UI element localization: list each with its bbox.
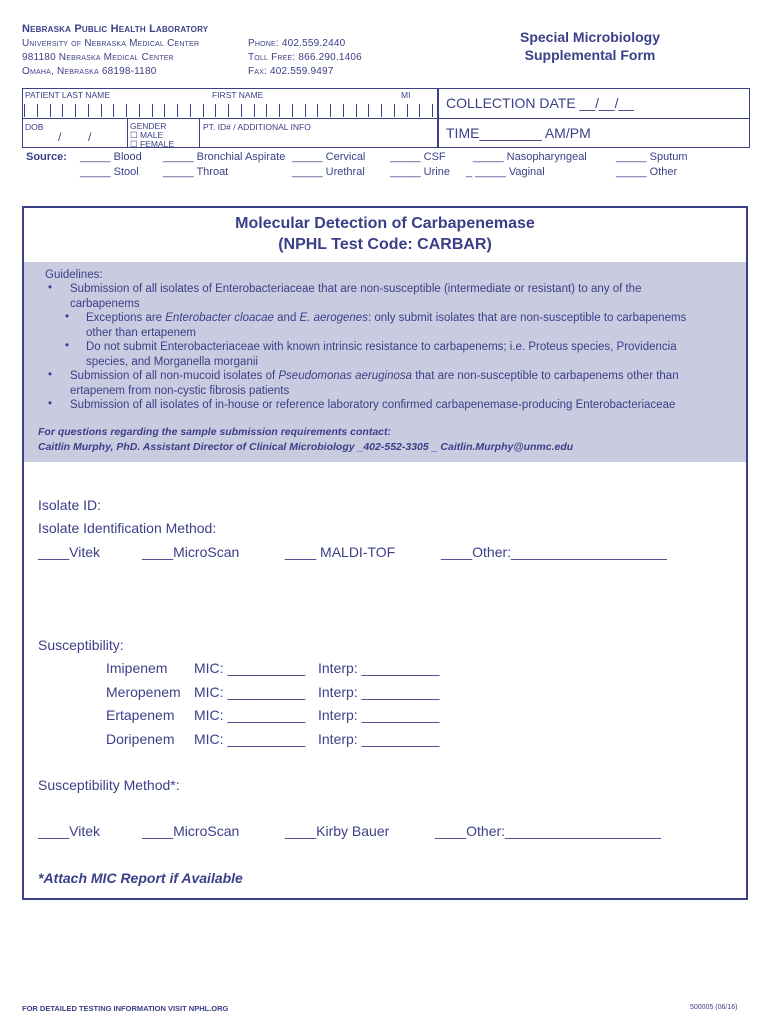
- interp-field[interactable]: Interp: __________: [318, 707, 440, 723]
- gender-divider: [199, 118, 200, 148]
- id-method-other[interactable]: ____Other:____________________: [441, 544, 667, 560]
- name-entry-tick: [113, 104, 114, 117]
- attach-mic-note: *Attach MIC Report if Available: [38, 870, 243, 886]
- bullet-icon: •: [65, 340, 70, 352]
- first-name-label: FIRST NAME: [212, 90, 264, 100]
- lab-address-line: University of Nebraska Medical Center: [22, 38, 200, 49]
- guideline-3-line-2: species, and Morganella morganii: [86, 355, 258, 368]
- name-entry-tick: [75, 104, 76, 117]
- source-other[interactable]: _____ Other: [616, 166, 678, 178]
- bullet-icon: •: [48, 282, 53, 294]
- gender-field[interactable]: [130, 122, 174, 149]
- source-sputum[interactable]: _____ Sputum: [616, 151, 688, 163]
- name-entry-tick: [317, 104, 318, 117]
- isolate-method-label: Isolate Identification Method:: [38, 520, 217, 536]
- name-entry-tick: [203, 104, 204, 117]
- source-urine[interactable]: _____ Urine: [390, 166, 450, 178]
- drug-name: Meropenem: [106, 684, 181, 700]
- susceptibility-method-label: Susceptibility Method*:: [38, 777, 180, 793]
- name-entry-tick: [164, 104, 165, 117]
- collection-divider: [438, 118, 750, 119]
- name-entry-tick: [343, 104, 344, 117]
- drug-name: Imipenem: [106, 660, 168, 676]
- name-entry-tick: [394, 104, 395, 117]
- drug-name: Ertapenem: [106, 707, 175, 723]
- species-name: E. aerogenes: [299, 312, 368, 324]
- ptid-label: PT. ID# / ADDITIONAL INFO: [203, 122, 311, 132]
- name-entry-tick: [279, 104, 280, 117]
- dob-divider: [127, 118, 128, 148]
- bullet-icon: •: [48, 398, 53, 410]
- source-urethral[interactable]: _____ Urethral: [292, 166, 365, 178]
- guideline-1: [70, 282, 740, 311]
- source-nasopharyngeal[interactable]: _____ Nasopharyngeal: [473, 151, 587, 163]
- name-entry-tick: [241, 104, 242, 117]
- susceptibility-label: Susceptibility:: [38, 637, 124, 653]
- mic-field[interactable]: MIC: __________: [194, 660, 306, 676]
- name-entry-tick: [50, 104, 51, 117]
- source-throat[interactable]: _____ Throat: [163, 166, 229, 178]
- guideline-1-line-2: carbapenems: [70, 297, 140, 310]
- contact-details: Caitlin Murphy, PhD. Assistant Director of Clinical Microbiology _402-552-3305 _ Caitlin.Murphy@unmc.edu: [38, 441, 574, 453]
- form-number: 500005 (06/16): [690, 1004, 738, 1011]
- mic-field[interactable]: MIC: __________: [194, 707, 306, 723]
- susc-method-vitek[interactable]: ____Vitek: [38, 823, 101, 839]
- guideline-2-text: and: [273, 312, 300, 324]
- guideline-2-text: Exceptions are: [86, 312, 166, 324]
- name-entry-ticks[interactable]: [24, 102, 432, 117]
- source-csf[interactable]: _____ CSF: [390, 151, 446, 163]
- form-title-line-2: Supplemental Form: [524, 47, 656, 63]
- drug-name: Doripenem: [106, 731, 175, 747]
- isolate-id-field[interactable]: Isolate ID:: [38, 497, 102, 513]
- name-entry-tick: [190, 104, 191, 117]
- guideline-2-text: : only submit isolates that are non-susceptible to carbapenems: [367, 312, 687, 324]
- test-title-line-2: (NPHL Test Code: CARBAR): [278, 236, 492, 253]
- name-entry-tick: [330, 104, 331, 117]
- susc-method-kirby-bauer[interactable]: ____Kirby Bauer: [285, 823, 390, 839]
- name-entry-tick: [215, 104, 216, 117]
- name-entry-tick: [305, 104, 306, 117]
- name-entry-tick: [177, 104, 178, 117]
- lab-phone: Phone: 402.559.2440: [248, 38, 346, 49]
- guideline-1-line-1: Submission of all isolates of Enterobacteriaceae that are non-susceptible (intermediate or resistant) to any of the: [70, 283, 642, 295]
- test-title: [24, 213, 746, 255]
- lab-toll-free: Toll Free: 866.290.1406: [248, 52, 362, 63]
- guideline-3-line-1: Do not submit Enterobacteriaceae with known intrinsic resistance to carbapenems; i.e. Proteus species, Providencia: [86, 341, 677, 353]
- source-bronchial-aspirate[interactable]: _____ Bronchial Aspirate: [163, 151, 286, 163]
- guideline-3: [86, 340, 746, 369]
- name-entry-tick: [37, 104, 38, 117]
- id-method-microscan[interactable]: ____MicroScan: [142, 544, 240, 560]
- name-entry-tick: [419, 104, 420, 117]
- name-entry-tick: [228, 104, 229, 117]
- name-entry-tick: [62, 104, 63, 117]
- collection-date-field[interactable]: COLLECTION DATE __/__/__: [446, 95, 635, 111]
- gender-label: GENDER: [130, 121, 167, 131]
- patient-box-divider: [22, 118, 438, 119]
- source-stool[interactable]: _____ Stool: [80, 166, 139, 178]
- name-entry-tick: [101, 104, 102, 117]
- interp-field[interactable]: Interp: __________: [318, 684, 440, 700]
- lab-address-line: 981180 Nebraska Medical Center: [22, 52, 174, 63]
- guideline-4-line-1: [70, 369, 740, 384]
- guideline-5: Submission of all isolates of in-house or reference laboratory confirmed carbapenemase-producing Enterobacteriaceae: [70, 399, 676, 411]
- name-entry-tick: [139, 104, 140, 117]
- source-label: Source:: [26, 151, 67, 163]
- gender-female-checkbox[interactable]: ☐ FEMALE: [130, 139, 174, 149]
- guideline-2: [86, 311, 746, 340]
- source-cervical[interactable]: _____ Cervical: [292, 151, 366, 163]
- id-method-vitek[interactable]: ____Vitek: [38, 544, 101, 560]
- form-title: [495, 28, 685, 64]
- name-entry-tick: [292, 104, 293, 117]
- lab-address-line: Omaha, Nebraska 68198-1180: [22, 66, 157, 77]
- name-entry-tick: [152, 104, 153, 117]
- species-name: Pseudomonas aeruginosa: [278, 370, 413, 382]
- name-entry-tick: [126, 104, 127, 117]
- bullet-icon: •: [65, 311, 70, 323]
- footer-website-note: FOR DETAILED TESTING INFORMATION VISIT NPHL.ORG: [22, 1004, 229, 1013]
- time-field[interactable]: TIME________ AM/PM: [446, 125, 591, 141]
- guidelines-label: Guidelines:: [45, 269, 103, 281]
- name-entry-tick: [381, 104, 382, 117]
- name-entry-tick: [266, 104, 267, 117]
- id-method-maldi-tof[interactable]: ____ MALDI-TOF: [285, 544, 396, 560]
- mi-label: MI: [401, 90, 411, 100]
- species-name: Enterobacter cloacae: [165, 312, 274, 324]
- source-vaginal[interactable]: _ _____ Vaginal: [466, 166, 545, 178]
- dob-field[interactable]: / /: [58, 130, 92, 144]
- guideline-4-line-2: ertapenem from non-cystic fibrosis patients: [70, 384, 290, 397]
- guideline-4: [70, 369, 740, 398]
- name-entry-tick: [24, 104, 25, 117]
- interp-field[interactable]: Interp: __________: [318, 731, 440, 747]
- patient-last-name-label: PATIENT LAST NAME: [25, 90, 110, 100]
- source-blood[interactable]: _____ Blood: [80, 151, 142, 163]
- susc-method-microscan[interactable]: ____MicroScan: [142, 823, 240, 839]
- guideline-2-line-1: [86, 311, 746, 326]
- interp-field[interactable]: Interp: __________: [318, 660, 440, 676]
- guideline-4-text: that are non-susceptible to carbapenems other than: [412, 370, 679, 382]
- name-entry-tick: [356, 104, 357, 117]
- name-entry-tick: [88, 104, 89, 117]
- contact-heading: For questions regarding the sample submission requirements contact:: [38, 426, 391, 438]
- name-entry-tick: [407, 104, 408, 117]
- name-entry-tick: [368, 104, 369, 117]
- name-entry-tick: [254, 104, 255, 117]
- lab-name: Nebraska Public Health Laboratory: [22, 23, 209, 35]
- dob-label: DOB: [25, 122, 44, 132]
- name-entry-tick: [432, 104, 433, 117]
- test-title-line-1: Molecular Detection of Carbapenemase: [235, 215, 535, 232]
- gender-male-checkbox[interactable]: ☐ MALE: [130, 130, 164, 140]
- form-title-line-1: Special Microbiology: [519, 29, 661, 45]
- susc-method-other[interactable]: ____Other:____________________: [435, 823, 661, 839]
- guideline-2-line-2: other than ertapenem: [86, 326, 196, 339]
- mic-field[interactable]: MIC: __________: [194, 731, 306, 747]
- mic-field[interactable]: MIC: __________: [194, 684, 306, 700]
- bullet-icon: •: [48, 369, 53, 381]
- guideline-4-text: Submission of all non-mucoid isolates of: [70, 370, 279, 382]
- lab-fax: Fax: 402.559.9497: [248, 66, 334, 77]
